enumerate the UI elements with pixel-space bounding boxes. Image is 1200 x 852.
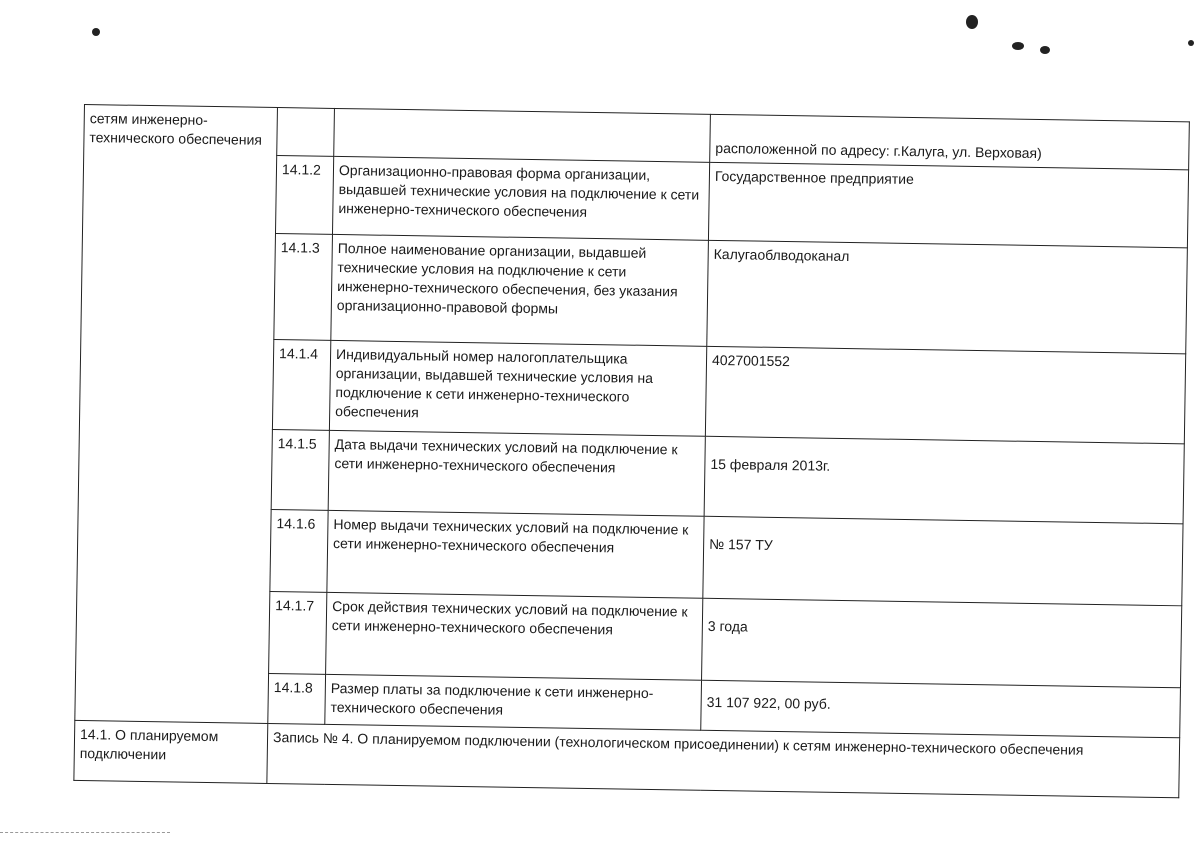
- section-label: сетям инженерно-технического обеспечения: [75, 105, 278, 724]
- last-row-text: Запись № 4. О планируемом подключении (технологическом присоединении) к сетям инженерно-технического обеспечения: [267, 723, 1180, 797]
- row-value: Государственное предприятие: [708, 162, 1188, 248]
- row-value: № 157 ТУ: [703, 516, 1183, 606]
- scan-speck: [1012, 42, 1024, 50]
- registry-table: [73, 104, 1189, 798]
- row-number: [277, 108, 335, 157]
- row-number: 14.1.7: [269, 591, 327, 674]
- scan-speck: [92, 28, 100, 36]
- row-value: 4027001552: [705, 346, 1185, 444]
- last-row-label: 14.1. О планируемом подключении: [74, 720, 268, 783]
- row-value: расположенной по адресу: г.Калуга, ул. Верховая): [710, 114, 1190, 170]
- scan-speck: [966, 15, 978, 29]
- row-description: Размер платы за подключение к сети инженерно-технического обеспечения: [325, 674, 702, 730]
- row-description: Полное наименование организации, выдавшей технические условия на подключение к сети инженерно-технического обеспечения, без указания организационно-правовой формы: [331, 234, 709, 346]
- row-number: 14.1.8: [268, 673, 326, 724]
- row-description: Дата выдачи технических условий на подключение к сети инженерно-технического обеспечения: [328, 430, 705, 516]
- row-number: 14.1.6: [270, 509, 328, 592]
- row-value: 3 года: [702, 598, 1182, 688]
- row-description: Срок действия технических условий на подключение к сети инженерно-технического обеспечения: [326, 592, 703, 680]
- row-value: Калугаоблводоканал: [707, 240, 1188, 354]
- row-description: Номер выдачи технических условий на подключение к сети инженерно-технического обеспечения: [327, 510, 704, 598]
- scan-artifact-line: [0, 832, 170, 833]
- scan-speck: [1040, 46, 1050, 54]
- row-number: 14.1.5: [271, 429, 329, 510]
- row-description: Организационно-правовая форма организации, выдавшей технические условия на подключение к сети инженерно-технического обеспечения: [332, 156, 709, 240]
- row-number: 14.1.4: [272, 340, 330, 431]
- row-description: Индивидуальный номер налогоплательщика организации, выдавшей технические условия на подключение к сети инженерно-технического обеспечения: [329, 340, 706, 436]
- row-number: 14.1.3: [274, 234, 333, 341]
- table-row: [84, 105, 1190, 170]
- scan-speck: [1188, 40, 1194, 46]
- row-value: 31 107 922, 00 руб.: [701, 680, 1181, 738]
- row-number: 14.1.2: [275, 156, 333, 235]
- row-value: 15 февраля 2013г.: [704, 436, 1184, 524]
- row-description: [334, 108, 711, 162]
